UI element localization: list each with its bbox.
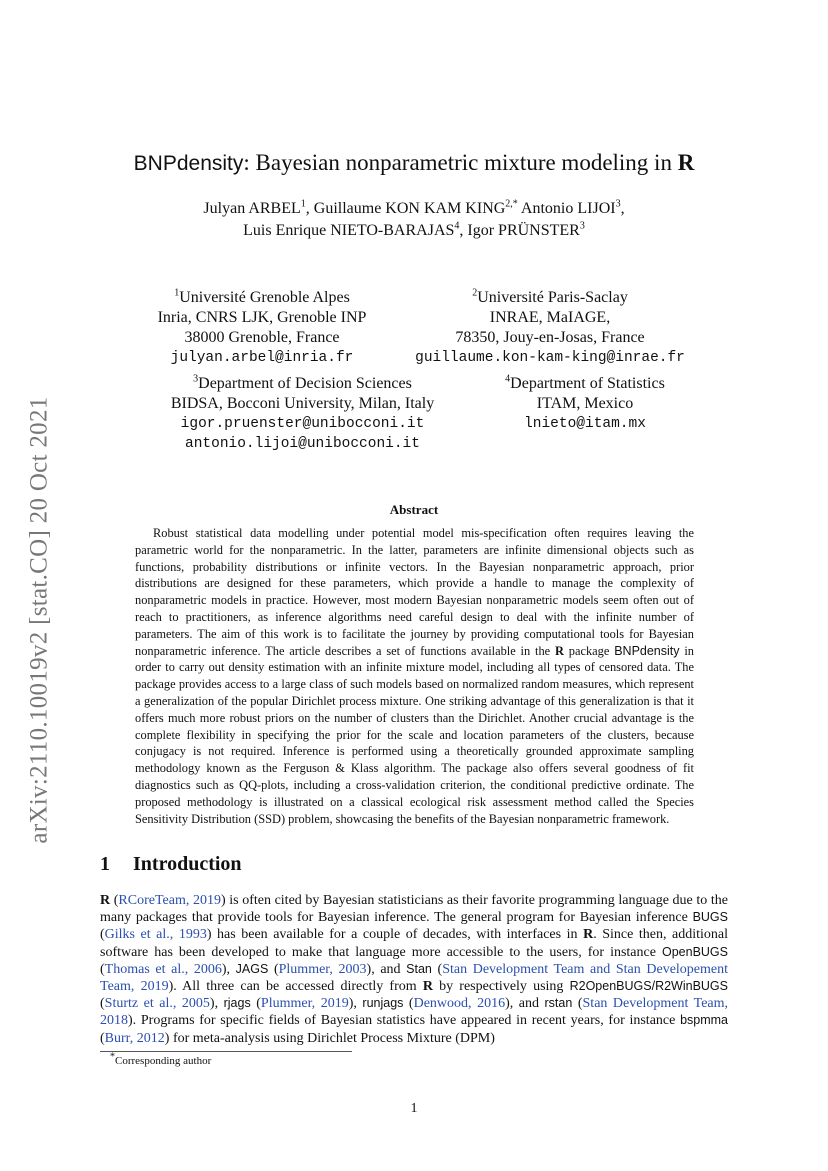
affiliation-3 [140,374,465,454]
software-name: R2OpenBUGS/R2WinBUGS [569,979,728,994]
author-sup: 3 [579,220,585,232]
affiliation-name: Université Grenoble Alpes [179,289,350,306]
intro-text: ( [100,961,105,977]
citation-link[interactable]: Gilks et al., 1993 [104,927,207,943]
affiliation-sup: 4 [505,373,511,385]
affiliation-sup: 2 [472,287,478,299]
email-link[interactable]: igor.pruenster@unibocconi.it [180,416,425,432]
affiliation-sup: 1 [174,287,180,299]
title-rest: : Bayesian nonparametric mixture modeling in [243,150,678,175]
email-link[interactable]: lnieto@itam.mx [524,416,646,432]
citation-link[interactable]: Thomas et al., 2006 [104,961,222,977]
affiliation-line: INRAE, MaIAGE, [489,309,611,326]
author-pruenster: , Igor PRÜNSTER [459,222,580,239]
intro-text: ), [209,996,224,1012]
intro-text: ( [572,996,583,1012]
author-sup: 3 [615,198,621,210]
citation-link[interactable]: Plummer, 2003 [278,961,367,977]
intro-text: ), [221,961,236,977]
affiliation-line: BIDSA, Bocconi University, Milan, Italy [170,395,435,412]
software-name: JAGS [235,961,269,976]
abstract-package: BNPdensity [614,643,680,658]
intro-text: ), and [366,961,407,977]
intro-text: ) has been available for a couple of decades, with interfaces in [206,927,584,943]
author-separator: , [620,200,625,217]
title-language: R [677,150,695,175]
affiliation-name: Department of Statistics [510,375,665,392]
citation-link[interactable]: Burr, 2012 [104,1030,165,1046]
intro-text: ( [110,893,119,908]
author-lijoi: Antonio LIJOI [517,200,616,217]
software-name: Stan [406,961,432,976]
author-arbel: Julyan ARBEL [203,200,301,217]
author-sup: 2,* [505,198,518,210]
footnote-rule [100,1051,352,1052]
affiliation-name: Department of Decision Sciences [198,375,412,392]
abstract-body [135,525,694,827]
intro-text: ) is often cited by Bayesian statisticians as their favorite programming language due to the many packages that provide tools for Bayesian inference. The general program for Bayesian inference [100,893,728,926]
page-number: 1 [410,1101,418,1116]
author-kon-kam-king: , Guillaume KON KAM KING [305,200,506,217]
paper-title [0,150,828,176]
affiliation-line: 38000 Grenoble, France [184,329,340,346]
footnote [110,1051,212,1067]
citation-link[interactable]: Denwood, 2016 [413,996,506,1012]
software-name: rstan [544,996,573,1011]
intro-text: ), [348,996,363,1012]
software-name: OpenBUGS [661,944,728,959]
r-mention: R [422,979,433,995]
author-sup: 1 [300,198,306,210]
intro-text: ) for meta-analysis using Dirichlet Process Mixture (DPM) [164,1030,495,1046]
intro-text: ), and [505,996,545,1012]
citation-link[interactable]: Stan Development Team, 2018 [100,996,729,1029]
authors-line-2 [0,222,828,240]
email-link[interactable]: antonio.lijoi@unibocconi.it [185,436,420,452]
arxiv-stamp-text: arXiv:2110.10019v2 [stat.CO] 20 Oct 2021 [26,396,54,844]
intro-paragraph [100,892,728,1047]
author-nieto-barajas: Luis Enrique NIETO-BARAJAS [243,222,455,239]
software-name: rjags [223,996,251,1011]
abstract-text: in order to carry out density estimation with an infinite mixture model, including all types of censored data. The package provides access to a large class of such models based on normalized random measures, which represent a generalization of the popular Dirichlet process mixture. One striking advantage of this generalization is that it offers much more robust priors on the number of clusters than the Dirichlet. Another crucial advantage is the complete flexibility in specifying the prior for the scale and location parameters of the clusters, because conjugacy is not required. Inference is performed using a theoretically grounded approximate sampling methodology known as the Ferguson & Klass algorithm. The package also offers several goodness of fit diagnostics such as QQ-plots, including a cross-validation criterion, the conditional predictive ordinate. The proposed methodology is illustrated on a classical ecological risk assessment method called the Species Sensitivity Distribution (SSD) problem, showcasing the benefits of the Bayesian nonparametric framework. [135,643,694,826]
footnote-text: Corresponding author [115,1055,212,1067]
r-mention: R [100,893,111,908]
affiliation-2 [400,288,700,368]
intro-text: ). Programs for specific fields of Bayesian statistics have appeared in recent years, for instance [128,1013,681,1029]
authors-line-1 [0,200,828,218]
software-name: bspmma [680,1013,728,1028]
intro-text: ( [268,961,279,977]
section-title: Introduction [133,853,242,875]
email-link[interactable]: guillaume.kon-kam-king@inrae.fr [415,350,685,366]
affiliation-4 [465,374,705,434]
email-link[interactable]: julyan.arbel@inria.fr [170,350,354,366]
affiliation-line: Inria, CNRS LJK, Grenoble INP [157,309,367,326]
section-number: 1 [100,853,110,875]
citation-link[interactable]: Stan Development Team and Stan Developement Team, 2019 [100,961,729,995]
title-package: BNPdensity [133,152,244,175]
intro-text: . Since then, additional software has been developed to make that language more accessible to the users, for instance [100,927,728,960]
intro-text: ( [431,961,443,977]
footnote-mark: * [110,1051,115,1063]
affiliation-name: Université Paris-Saclay [477,289,628,306]
software-name: runjags [362,996,404,1011]
affiliation-1 [122,288,402,368]
intro-text: ( [100,927,105,943]
affiliation-line: 78350, Jouy-en-Josas, France [455,329,645,346]
abstract-text: Robust statistical data modelling under potential model mis-specification often requires leaving the parametric world for the nonparametric. In the latter, parameters are infinite dimensional objects such as functions, probability distributions or infinite vectors. In the Bayesian nonparametric approach, prior distributions are designed for these parameters, which provide a handle to manage the complexity of nonparametric models in practice. However, most modern Bayesian nonparametric models seem often out of reach to practitioners, as inference algorithms need careful design to deal with the infinite number of parameters. The aim of this work is to facilitate the journey by providing computational tools for Bayesian nonparametric inference. The article describes a set of functions available in the [135,526,694,658]
section-heading [100,853,242,876]
intro-text: ( [100,996,105,1012]
abstract-r: R [555,643,564,658]
abstract-heading: Abstract [389,502,439,517]
software-name: BUGS [692,910,728,925]
affiliation-line: ITAM, Mexico [536,395,634,412]
affiliation-sup: 3 [193,373,199,385]
intro-text: ( [100,1030,105,1046]
author-sup: 4 [454,220,460,232]
intro-text: ( [250,996,261,1012]
arxiv-stamp [20,370,60,870]
abstract-text: package [563,643,615,658]
intro-text: ( [403,996,414,1012]
r-mention: R [583,927,594,943]
intro-text: by respectively using [432,979,570,995]
citation-link[interactable]: Sturtz et al., 2005 [104,996,210,1012]
citation-link[interactable]: RCoreTeam, 2019 [118,893,221,908]
intro-text: ). All three can be accessed directly from [168,979,423,995]
citation-link[interactable]: Plummer, 2019 [260,996,349,1012]
